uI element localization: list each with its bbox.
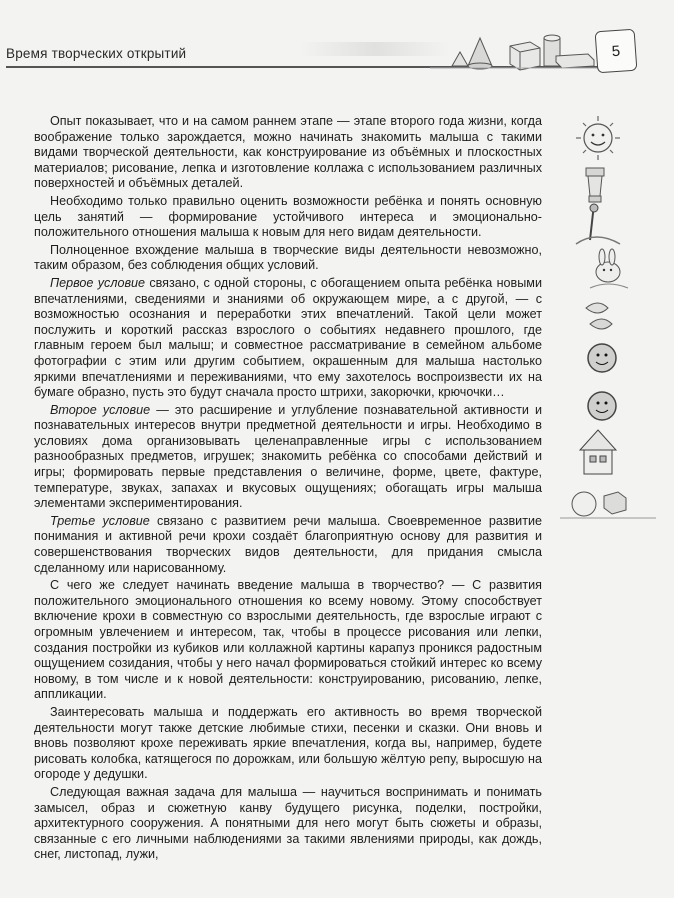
paragraph bbox=[34, 403, 542, 512]
emphasis-first-condition: Первое условие bbox=[50, 275, 146, 290]
bunny-drawing bbox=[590, 249, 628, 288]
running-title: Время творческих открытий bbox=[6, 46, 187, 61]
lantern-drawing bbox=[586, 168, 604, 202]
emphasis-second-condition: Второе условие bbox=[50, 402, 151, 417]
scribble-faces-drawing bbox=[588, 344, 616, 420]
page-header bbox=[0, 0, 674, 80]
paragraph: С чего же следует начинать введение малыша в творчество? — С развития положительного эмоционального отношения ко всему новому. Этому способствует включение крохи в совместную со взрослыми деятельность, где взрослые играют с огромным увлечением и интересом, так, чтобы в процессе рисования или лепки, создания постройки из кубиков или коллажной картины карапуз проникся радостным ощущением созидания, чтобы у него начал формироваться стойкий интерес ко всему новому, в том числе и к новой деятельности: конструированию, рисованию, лепке, аппликации. bbox=[34, 578, 542, 702]
paragraph: Заинтересовать малыша и поддержать его активность во время творческой деятельности могут также детские любимые стихи, песенки и сказки. Они вновь и вновь позволяют крохе переживать яркие впечатления, когда вы, например, будете рисовать колобка, катящегося по дорожкам, или большую жёлтую репу, выросшую на огороде у дедушки. bbox=[34, 704, 542, 782]
leaves-drawing bbox=[586, 303, 612, 329]
paragraph-text: связано с развитием речи малыша. Своевременное развитие понимания и активной речи крохи создаёт благоприятную основу для развития и совершенствования творческих видов деятельности, для придания смысла сделанному или нарисованному. bbox=[34, 513, 543, 575]
main-text bbox=[34, 114, 542, 863]
emphasis-third-condition: Третье условие bbox=[50, 513, 150, 528]
paragraph: Следующая важная задача для малыша — научиться воспринимать и понимать замысел, образ и сюжетную канву будущего рисунка, поделки, постройки, архитектурного сооружения. А понятными для него могут быть сюжеты и образы, связанные с его личными наблюдениями за такими явлениями природы, как дождь, снег, листопад, лужи, bbox=[34, 784, 542, 862]
house-drawing bbox=[580, 430, 616, 474]
figure-drawing bbox=[576, 204, 620, 244]
page-number-badge: 5 bbox=[595, 29, 638, 74]
geometric-shapes-illustration bbox=[430, 22, 600, 72]
paragraph: Необходимо только правильно оценить возможности ребёнка и понять основную цель занятий — формирование устойчивого интереса и эмоционально-положительного отношения малыша к новым для него видам деятельности. bbox=[34, 193, 542, 240]
paragraph: Полноценное вхождение малыша в творческие виды деятельности невозможно, таким образом, без соблюдения общих условий. bbox=[34, 242, 542, 273]
ball-and-cube-drawing bbox=[560, 492, 656, 518]
faded-print-band bbox=[300, 42, 450, 56]
paragraph: Опыт показывает, что и на самом раннем этапе — этапе второго года жизни, когда воображение только зарождается, можно начинать знакомить малыша с такими видами творческой деятельности, как конструирование из объёмных и плоскостных материалов; рисование, лепка и изготовление коллажа с использованием различных поверхностей и объёмных деталей. bbox=[34, 114, 542, 191]
sun-drawing bbox=[576, 116, 620, 160]
paragraph-text: связано, с одной стороны, с обогащением опыта ребёнка новыми впечатлениями, сведениями и знаниями об окружающем мире, а с другой, — с возможностью осознания и переработки этих впечатлений. Такой цели может послужить и короткий рассказ взрослого о событиях недавнего прошлого, где главным героем был малыш; и совместное рассматривание в семейном альбоме фотографии с этим или другим событием, окрашенным для малыша настолько яркими впечатлениями и переживаниями, что ему захотелось воспроизвести их на бумаге образно, пусть это будут сначала просто штрихи, закорючки, крючочки… bbox=[34, 275, 542, 400]
paragraph bbox=[34, 514, 542, 576]
paragraph bbox=[34, 276, 542, 401]
side-illustrations bbox=[556, 112, 674, 532]
paragraph-text: — это расширение и углубление познавательной активности и познавательных интересов внутри предметной деятельности и игры. Необходимо в условиях дома организовывать целенаправленные игры с использованием разнообразных предметов, игрушек; знакомить ребёнка со способами действий и игры; формировать первые представления о величине, форме, цвете, фактуре, температуре, звуках, запахах и вкусовых ощущениях; обогащать игры малыша элементами экспериментирования. bbox=[34, 402, 542, 511]
